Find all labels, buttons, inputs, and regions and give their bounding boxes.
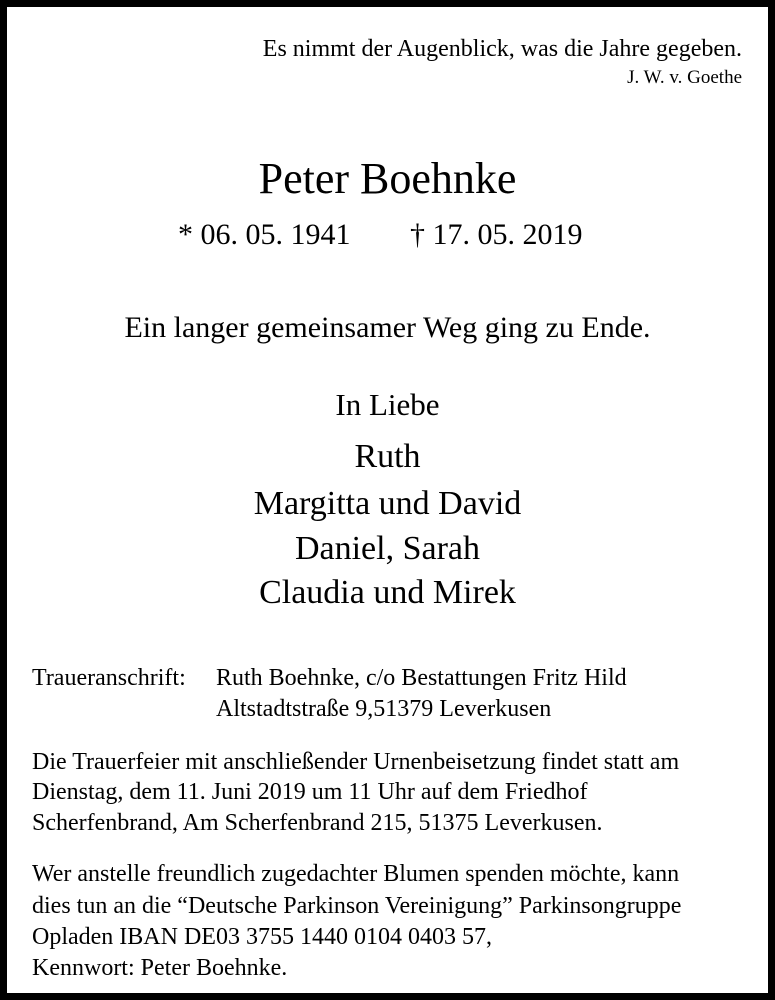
ceremony-text-line: Scherfenbrand, Am Scherfenbrand 215, 51375 Leverkusen. [32, 810, 603, 836]
mourner-name: Ruth [354, 438, 421, 475]
mourning-address-line: Altstadtstraße 9,51379 Leverkusen [216, 696, 552, 722]
donation-text-line: dies tun an die “Deutsche Parkinson Vereinigung” Parkinsongruppe [32, 893, 682, 919]
donation-text-line: Opladen IBAN DE03 3755 1440 0104 0403 57, [32, 924, 492, 950]
mourning-address-line: Ruth Boehnke, c/o Bestattungen Fritz Hild [216, 665, 627, 691]
mourner-name: Daniel, Sarah [294, 530, 481, 567]
ceremony-text-line: Dienstag, dem 11. Juni 2019 um 11 Uhr auf dem Friedhof [32, 779, 588, 805]
deceased-name: Peter Boehnke [258, 154, 517, 203]
goethe-quote: Es nimmt der Augenblick, was die Jahre gegeben. [262, 36, 742, 62]
quote-author: J. W. v. Goethe [627, 67, 742, 88]
in-love-heading: In Liebe [335, 387, 440, 422]
donation-text-line: Kennwort: Peter Boehnke. [32, 955, 288, 981]
birth-date: * 06. 05. 1941 [178, 218, 351, 251]
donation-text-line: Wer anstelle freundlich zugedachter Blumen spenden möchte, kann [32, 861, 680, 887]
mourner-name: Margitta und David [253, 485, 522, 522]
motto-line: Ein langer gemeinsamer Weg ging zu Ende. [124, 311, 651, 344]
mourning-address-label: Traueranschrift: [32, 665, 186, 691]
mourner-name: Claudia und Mirek [259, 574, 516, 611]
death-date: † 17. 05. 2019 [410, 218, 583, 251]
ceremony-text-line: Die Trauerfeier mit anschließender Urnenbeisetzung findet statt am [32, 749, 680, 775]
